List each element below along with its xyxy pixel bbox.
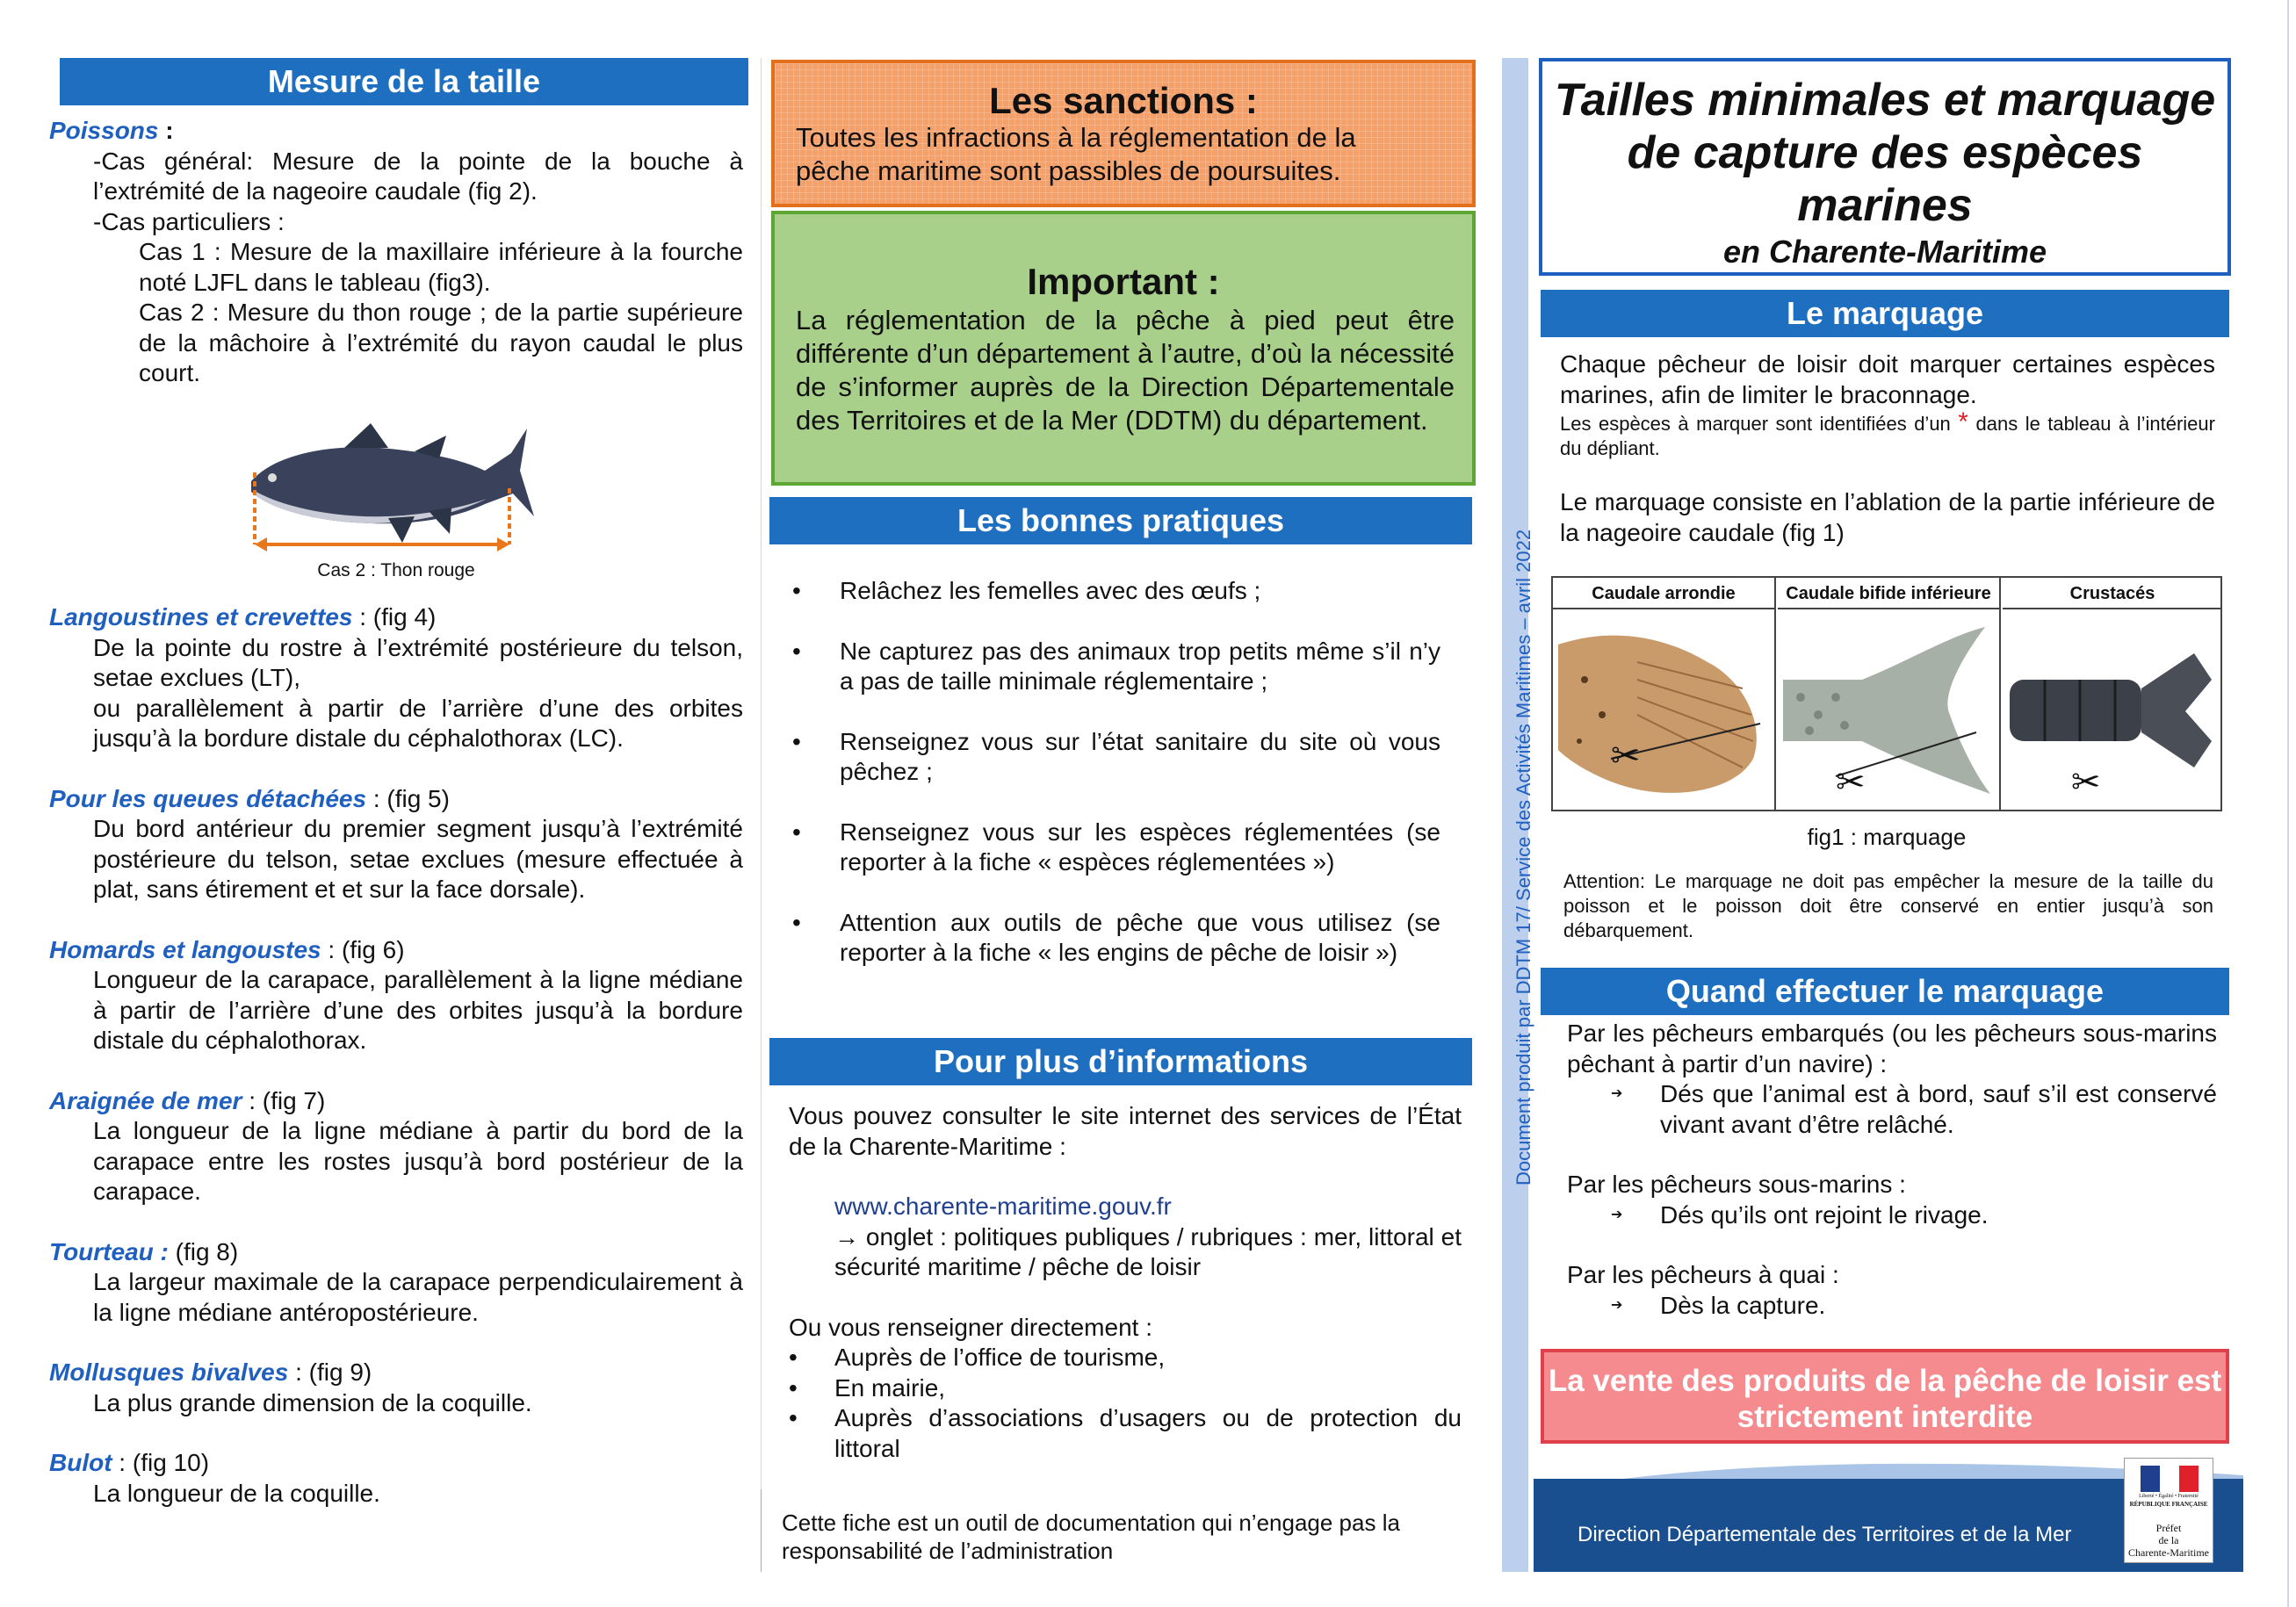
infos-list-text: Auprès de l’office de tourisme, [834, 1344, 1166, 1371]
section-text: De la pointe du rostre à l’extrémité postérieure du telson, setae exclues (LT), ou parallèlement à partir de l’arrière d’une des orbites jusqu’à la bordure distale du céphalothorax (LC). [93, 633, 743, 752]
quand-who: Par les pêcheurs à quai : [1567, 1261, 1839, 1288]
bonnes-pratiques-header: Les bonnes pratiques [769, 497, 1472, 544]
measure-section [49, 935, 743, 1056]
disclaimer: Cette fiche est un outil de documentation qui n’engage pas la responsabilité de l’administration [782, 1510, 1400, 1564]
svg-text:✂: ✂ [1836, 762, 1866, 803]
important-text: La réglementation de la pêche à pied peut être différente d’un département à l’autre, d’où la nécessité de s’informer auprès de la Direction Départementale des Territoires et de la Mer (DDTM) du département. [796, 305, 1455, 436]
quand-item [1567, 1260, 2217, 1321]
infos-list-text: En mairie, [834, 1373, 946, 1402]
bullet-icon: • [789, 1373, 798, 1402]
marquage-p1: Chaque pêcheur de loisir doit marquer certaines espèces marines, afin de limiter le braconnage. [1560, 350, 2215, 408]
poissons-particuliers: -Cas particuliers : [93, 207, 285, 235]
page-edge [2287, 0, 2289, 1607]
measure-section [49, 1358, 743, 1418]
quand-when-text: Dés qu’ils ont rejoint le rivage. [1660, 1200, 1989, 1229]
pratique-text: Renseignez vous sur les espèces réglementées (se reporter à la fiche « espèces réglementées ») [840, 818, 1440, 876]
sanctions-box: Les sanctions : Toutes les infractions à la réglementation de la pêche maritime sont passibles de poursuites. [771, 60, 1476, 207]
quand-item [1567, 1019, 2217, 1140]
quand-when [1567, 1079, 2217, 1140]
title-line2: de capture des espèces marines [1627, 127, 2143, 231]
quand-when-text: Dés que l’animal est à bord, sauf s’il est conservé vivant avant d’être relâché. [1660, 1080, 2217, 1138]
logo-rf: RÉPUBLIQUE FRANÇAISE [2129, 1501, 2208, 1508]
section-ref: : (fig 9) [288, 1358, 372, 1386]
disclaimer-divider [761, 1489, 762, 1572]
important-box [771, 211, 1476, 486]
fig1-caption: fig1 : marquage [1807, 824, 1967, 850]
svg-text:✂: ✂ [1611, 736, 1641, 776]
quand-item [1567, 1170, 2217, 1230]
tuna-illustration [248, 420, 538, 558]
marianne-flag-icon [2141, 1466, 2199, 1492]
section-title: Homards et langoustes [49, 935, 321, 963]
pratique-text: Ne capturez pas des animaux trop petits même s’il n’y a pas de taille minimale réglementaire ; [840, 637, 1440, 695]
marquage-block [1560, 350, 2215, 548]
pratique-item [787, 818, 1440, 878]
measure-section [49, 784, 743, 905]
section-ref: : (fig 6) [321, 935, 405, 963]
section-text: La largeur maximale de la carapace perpendiculairement à la ligne médiane antéropostérieure. [93, 1268, 743, 1326]
poissons-title: Poissons [49, 117, 159, 144]
infos-url-link[interactable]: www.charente-maritime.gouv.fr [834, 1193, 1172, 1220]
marquage-p2: Le marquage consiste en l’ablation de la partie inférieure de la nageoire caudale (fig 1) [1560, 488, 2215, 546]
infos-block [789, 1101, 1462, 1464]
fig-cell-caudale-bifide: Caudale bifide inférieure ✂ [1778, 578, 2001, 810]
marquage-header: Le marquage [1541, 290, 2229, 337]
logo-prefet: Préfet de la Charente-Maritime [2128, 1522, 2209, 1559]
quand-marquage-header: Quand effectuer le marquage [1541, 968, 2229, 1015]
title-sub: en Charente-Maritime [1722, 234, 2047, 270]
bonnes-pratiques-list [787, 576, 1440, 998]
section-text: La plus grande dimension de la coquille. [93, 1388, 532, 1416]
crustaces-image [2010, 627, 2217, 803]
attention-note: Attention: Le marquage ne doit pas empêcher la mesure de la taille du poisson et le poisson doit être conservé en entier jusqu’à son débarquement. [1563, 870, 2213, 941]
plus-informations-header: Pour plus d’informations [769, 1038, 1472, 1085]
infos-onglet: → onglet : politiques publiques / rubriques : mer, littoral et sécurité maritime / pêche de loisir [834, 1222, 1462, 1280]
bullet-icon: • [792, 818, 801, 846]
section-ref: (fig 8) [168, 1237, 239, 1265]
sanctions-text: Toutes les infractions à la réglementation de la pêche maritime sont passibles de poursuites. [796, 122, 1356, 186]
column-divider [761, 58, 762, 1572]
poissons-cas1: Cas 1 : Mesure de la maxillaire inférieure à la fourche noté LJFL dans le tableau (fig3). [139, 238, 743, 296]
section-ref: : (fig 7) [242, 1086, 326, 1114]
red-star-icon: * [1958, 407, 1968, 436]
quand-who: Par les pêcheurs sous-marins : [1567, 1171, 1906, 1198]
section-title: Tourteau : [49, 1237, 169, 1265]
fish-caption: Cas 2 : Thon rouge [317, 560, 475, 580]
measure-section [49, 1237, 743, 1329]
marquage-figure-table [1551, 576, 2222, 811]
quand-when [1567, 1291, 2217, 1322]
title-line1: Tailles minimales et marquage [1554, 75, 2216, 126]
important-title: Important : [1027, 261, 1220, 302]
section-ref: : (fig 10) [112, 1449, 210, 1476]
caudale-arrondie-image [1558, 627, 1769, 803]
marquage-small: Les espèces à marquer sont identifiées d’un * dans le tableau à l’intérieur du dépliant. [1560, 407, 2215, 459]
pratique-item [787, 576, 1440, 607]
arrow-bullet-icon: ➔ [1611, 1207, 1623, 1222]
bullet-icon: • [792, 908, 801, 936]
fig-cell-caudale-arrondie: Caudale arrondie ✂ [1553, 578, 1776, 810]
title-box [1539, 58, 2231, 276]
infos-list-item [789, 1373, 1462, 1404]
bullet-icon: • [789, 1344, 798, 1371]
pratique-item [787, 908, 1440, 969]
bullet-icon: • [792, 637, 801, 665]
infos-intro: Vous pouvez consulter le site internet des services de l’État de la Charente-Maritime : [789, 1102, 1462, 1160]
vertical-credit: Document produit par DDTM 17/ Service des Activités Maritimes – avril 2022 [1513, 529, 1534, 1185]
bullet-icon: • [792, 577, 801, 604]
arrow-bullet-icon: ➔ [1611, 1086, 1623, 1101]
section-text: Du bord antérieur du premier segment jusqu’à l’extrémité postérieure du telson, setae exclues (mesure effectuée à plat, sans étirement et et sur la face dorsale). [93, 815, 743, 903]
infos-list-item [789, 1403, 1462, 1464]
bullet-icon: • [792, 727, 801, 755]
pratique-text: Renseignez vous sur l’état sanitaire du site où vous pêchez ; [840, 727, 1440, 785]
section-title: Pour les queues détachées [49, 784, 367, 812]
sanctions-title: Les sanctions [989, 80, 1236, 121]
footer-ddtm: Direction Départementale des Territoires et de la Mer [1578, 1523, 2072, 1546]
section-title: Mollusques bivalves [49, 1358, 289, 1386]
poissons-section: Poissons : -Cas général: Mesure de la pointe de la bouche à l’extrémité de la nageoire caudale (fig 2). -Cas particuliers : Cas 1 : Mesure de la maxillaire inférieure à la fourche noté LJFL dans le tableau (fig3). Cas 2 : Mesure du thon rouge ; de la partie supérieure de la mâchoire à l’extrémité du rayon caudal le plus court. [49, 116, 743, 389]
infos-list-text: Auprès d’associations d’usagers ou de protection du littoral [834, 1404, 1462, 1462]
caudale-bifide-image [1783, 627, 1994, 803]
mesure-taille-header: Mesure de la taille [60, 58, 748, 105]
pratique-text: Relâchez les femelles avec des œufs ; [840, 577, 1261, 604]
quand-list [1567, 1019, 2217, 1351]
prefet-logo [2124, 1458, 2213, 1563]
svg-text:✂: ✂ [2071, 762, 2101, 803]
infos-list [789, 1343, 1462, 1464]
arrow-bullet-icon: ➔ [1611, 1297, 1623, 1313]
bullet-icon: • [789, 1404, 798, 1431]
poissons-cas2: Cas 2 : Mesure du thon rouge ; de la partie supérieure de la mâchoire à l’extrémité du rayon caudal le plus court. [139, 299, 743, 386]
logo-motto: Liberté • Égalité • Fraternité [2139, 1494, 2199, 1499]
infos-direct: Ou vous renseigner directement : [789, 1313, 1152, 1341]
section-text: La longueur de la ligne médiane à partir du bord de la carapace entre les rostes jusqu’à bord postérieur de la carapace. [93, 1117, 743, 1205]
quand-when-text: Dès la capture. [1660, 1291, 1826, 1319]
section-title: Bulot [49, 1449, 112, 1476]
left-sections [49, 602, 743, 1539]
section-title: Araignée de mer [49, 1086, 242, 1114]
section-ref: : (fig 5) [366, 784, 450, 812]
measure-section [49, 1448, 743, 1509]
section-text: Longueur de la carapace, parallèlement à la ligne médiane à partir de l’arrière d’une des orbites jusqu’à la bordure distale du céphalothorax. [93, 966, 743, 1054]
section-title: Langoustines et crevettes [49, 603, 353, 631]
pratique-item [787, 727, 1440, 788]
measure-section [49, 602, 743, 754]
poissons-general: -Cas général: Mesure de la pointe de la bouche à l’extrémité de la nageoire caudale (fig 2). [93, 147, 743, 205]
measure-section [49, 1086, 743, 1207]
infos-list-item [789, 1343, 1462, 1373]
section-text: La longueur de la coquille. [93, 1479, 380, 1507]
section-ref: : (fig 4) [352, 603, 437, 631]
quand-when [1567, 1200, 2217, 1231]
fig-cell-crustaces: Crustacés ✂ [2003, 578, 2222, 810]
pratique-text: Attention aux outils de pêche que vous utilisez (se reporter à la fiche « les engins de pêche de loisir ») [840, 908, 1440, 966]
quand-who: Par les pêcheurs embarqués (ou les pêcheurs sous-marins pêchant à partir d’un navire) : [1567, 1020, 2217, 1077]
vente-interdite-box: La vente des produits de la pêche de loisir est strictement interdite [1541, 1349, 2229, 1444]
pratique-item [787, 637, 1440, 697]
